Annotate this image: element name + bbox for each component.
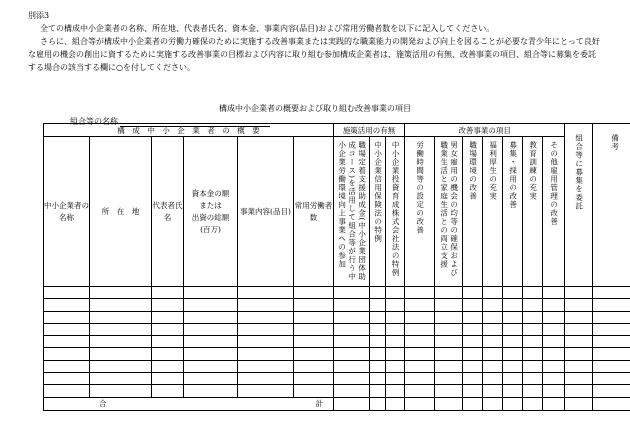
table-cell[interactable] <box>152 360 184 372</box>
table-cell[interactable] <box>463 348 483 360</box>
table-cell[interactable] <box>238 323 294 335</box>
table-cell[interactable] <box>503 323 523 335</box>
table-cell[interactable] <box>523 323 543 335</box>
table-cell[interactable] <box>44 360 90 372</box>
table-cell[interactable] <box>503 299 523 311</box>
header-imp-3-text: 職場環境の改善 <box>468 140 478 200</box>
table-row <box>44 323 630 335</box>
table-cell[interactable] <box>593 323 630 335</box>
table-cell[interactable] <box>523 299 543 311</box>
table-cell[interactable] <box>543 385 565 397</box>
header-policy-1 <box>334 137 370 287</box>
header-rep-text: 代表者氏名 <box>152 200 183 222</box>
table-cell[interactable] <box>44 348 90 360</box>
table-cell[interactable] <box>386 348 405 360</box>
table-cell[interactable] <box>593 336 630 348</box>
table-cell[interactable] <box>483 287 503 299</box>
total-label-right: 計 <box>315 399 324 409</box>
table-cell[interactable] <box>483 336 503 348</box>
table-cell[interactable] <box>593 360 630 372</box>
table-cell[interactable] <box>503 287 523 299</box>
table-cell[interactable] <box>152 311 184 323</box>
table-cell[interactable] <box>386 323 405 335</box>
table-cell[interactable] <box>294 348 334 360</box>
table-cell[interactable] <box>386 373 405 385</box>
table-cell[interactable] <box>370 360 386 372</box>
header-remarks-text: 備考 <box>610 134 620 151</box>
header-capital-2: または <box>199 200 222 210</box>
table-row <box>44 299 630 311</box>
table-cell[interactable] <box>370 385 386 397</box>
header-business-text: 事業内容(品目) <box>240 206 291 216</box>
header-name-text: 中小企業者の名称 <box>44 200 89 222</box>
table-cell[interactable] <box>44 299 90 311</box>
table-cell[interactable] <box>184 360 238 372</box>
table-cell[interactable] <box>386 299 405 311</box>
table-cell[interactable] <box>543 373 565 385</box>
header-policy-3 <box>386 137 405 287</box>
table-cell[interactable] <box>294 336 334 348</box>
header-policy-2-text: 中小企業信用保険法の特例 <box>373 140 383 243</box>
table-cell[interactable] <box>435 373 463 385</box>
table-cell[interactable] <box>90 348 152 360</box>
table-cell[interactable] <box>503 348 523 360</box>
table-cell[interactable] <box>405 299 435 311</box>
table-cell[interactable] <box>370 373 386 385</box>
table-cell[interactable] <box>334 299 370 311</box>
header-imp-3 <box>463 137 483 287</box>
table-cell[interactable] <box>503 373 523 385</box>
table-cell[interactable] <box>334 311 370 323</box>
table-cell[interactable] <box>523 287 543 299</box>
header-overview: 構 成 中 小 企 業 者 の 概 要 <box>44 124 334 137</box>
table-cell[interactable] <box>463 336 483 348</box>
table-cell[interactable] <box>152 348 184 360</box>
table-cell[interactable] <box>44 385 90 397</box>
total-cell[interactable] <box>386 397 405 410</box>
intro-paragraph-1: 全ての構成中小企業者の名称、所在地、代表者氏名、資本金、事業内容(品目)および常用労働者数を以下に記入してください。 <box>40 24 495 33</box>
header-imp-1 <box>405 137 435 287</box>
table-cell[interactable] <box>503 385 523 397</box>
table-cell[interactable] <box>90 360 152 372</box>
table-cell[interactable] <box>334 336 370 348</box>
table-cell[interactable] <box>483 373 503 385</box>
table-cell[interactable] <box>238 373 294 385</box>
table-cell[interactable] <box>463 299 483 311</box>
total-cell[interactable] <box>503 397 523 410</box>
table-cell[interactable] <box>435 287 463 299</box>
table-cell[interactable] <box>334 373 370 385</box>
table-cell[interactable] <box>184 311 238 323</box>
table-cell[interactable] <box>386 287 405 299</box>
table-row <box>44 336 630 348</box>
table-cell[interactable] <box>543 311 565 323</box>
table-cell[interactable] <box>543 360 565 372</box>
table-cell[interactable] <box>565 373 593 385</box>
table-cell[interactable] <box>90 385 152 397</box>
table-cell[interactable] <box>184 373 238 385</box>
table-cell[interactable] <box>483 348 503 360</box>
intro-paragraph-2: さらに、組合等が構成中小企業者の労働力確保のために実施する改善事業または実践的な職業能力の開発および向上を図ることが必要な青少年にとって良好な雇用の機会の創出に資するために実施する改善事業の目標および内容に取り組む参加構成企業者は、施策活用の有無、改善事業の項目、組合等に募集を委託する場合の該当する欄に○を付してください。 <box>28 37 600 72</box>
header-imp-4 <box>483 137 503 287</box>
table-cell[interactable] <box>184 336 238 348</box>
table-cell[interactable] <box>334 287 370 299</box>
header-remarks <box>593 124 630 287</box>
table-cell[interactable] <box>386 360 405 372</box>
table-row <box>44 311 630 323</box>
total-cell[interactable] <box>435 397 463 410</box>
header-imp-6 <box>523 137 543 287</box>
table-cell[interactable] <box>386 385 405 397</box>
table-cell[interactable] <box>294 287 334 299</box>
header-policy-2 <box>370 137 386 287</box>
table-cell[interactable] <box>405 287 435 299</box>
table-cell[interactable] <box>405 311 435 323</box>
table-cell[interactable] <box>523 373 543 385</box>
table-cell[interactable] <box>523 385 543 397</box>
table-cell[interactable] <box>44 311 90 323</box>
table-cell[interactable] <box>152 373 184 385</box>
table-cell[interactable] <box>483 311 503 323</box>
table-cell[interactable] <box>184 299 238 311</box>
table-cell[interactable] <box>294 360 334 372</box>
table-cell[interactable] <box>543 287 565 299</box>
total-label-left: 合 <box>99 399 107 409</box>
table-cell[interactable] <box>593 373 630 385</box>
table-cell[interactable] <box>405 385 435 397</box>
header-business <box>238 137 294 287</box>
header-imp-2-text: 男女雇用の機会の均等の確保および職業生活と家庭生活との両立支援 <box>439 140 459 277</box>
table-cell[interactable] <box>435 323 463 335</box>
intro-text <box>28 22 603 74</box>
table-row <box>44 385 630 397</box>
header-workers-text: 常用労働者数 <box>294 200 333 222</box>
table-cell[interactable] <box>565 385 593 397</box>
table-cell[interactable] <box>334 385 370 397</box>
header-imp-5 <box>503 137 523 287</box>
total-cell[interactable] <box>334 397 370 410</box>
table-cell[interactable] <box>294 311 334 323</box>
table-cell[interactable] <box>593 385 630 397</box>
table-cell[interactable] <box>90 287 152 299</box>
table-row <box>44 348 630 360</box>
table-cell[interactable] <box>463 373 483 385</box>
header-policy-1-text: 職場定着支援助成金(中小企業団体助成コース)を活用して組合等が行う中小企業労働環境向上事業への参加 <box>337 140 367 281</box>
table-cell[interactable] <box>503 360 523 372</box>
table-cell[interactable] <box>565 336 593 348</box>
table-cell[interactable] <box>238 287 294 299</box>
table-cell[interactable] <box>44 373 90 385</box>
table-cell[interactable] <box>405 323 435 335</box>
table-cell[interactable] <box>370 348 386 360</box>
header-workers <box>294 137 334 287</box>
table-cell[interactable] <box>90 311 152 323</box>
total-cell[interactable] <box>463 397 483 410</box>
table-row <box>44 373 630 385</box>
table-cell[interactable] <box>543 323 565 335</box>
table-cell[interactable] <box>565 287 593 299</box>
table-cell[interactable] <box>334 323 370 335</box>
table-cell[interactable] <box>543 336 565 348</box>
table-cell[interactable] <box>483 299 503 311</box>
table-cell[interactable] <box>294 299 334 311</box>
header-name <box>44 137 90 287</box>
table-cell[interactable] <box>294 373 334 385</box>
table-cell[interactable] <box>463 360 483 372</box>
table-cell[interactable] <box>238 336 294 348</box>
total-label-cell <box>44 397 334 410</box>
table-cell[interactable] <box>184 323 238 335</box>
table-cell[interactable] <box>44 323 90 335</box>
table-cell[interactable] <box>523 336 543 348</box>
table-cell[interactable] <box>565 311 593 323</box>
table-cell[interactable] <box>435 385 463 397</box>
header-capital-4: (百万) <box>200 224 221 234</box>
table-cell[interactable] <box>334 360 370 372</box>
table-cell[interactable] <box>405 373 435 385</box>
table-title: 構成中小企業者の概要および取り組む改善事業の項目 <box>219 104 411 113</box>
table-cell[interactable] <box>184 348 238 360</box>
table-cell[interactable] <box>184 385 238 397</box>
table-cell[interactable] <box>463 311 483 323</box>
table-row <box>44 287 630 299</box>
total-cell[interactable] <box>405 397 435 410</box>
header-consign <box>565 124 593 287</box>
header-address <box>90 137 152 287</box>
header-imp-2 <box>435 137 463 287</box>
table-cell[interactable] <box>370 287 386 299</box>
table-cell[interactable] <box>184 287 238 299</box>
table-cell[interactable] <box>565 299 593 311</box>
table-cell[interactable] <box>435 348 463 360</box>
table-cell[interactable] <box>238 385 294 397</box>
table-cell[interactable] <box>152 336 184 348</box>
document-label: 別添3 <box>28 11 50 20</box>
header-imp-6-text: 教育訓練の充実 <box>528 140 538 200</box>
table-cell[interactable] <box>593 299 630 311</box>
table-cell[interactable] <box>90 299 152 311</box>
header-improvement: 改善事業の項目 <box>405 124 565 137</box>
table-cell[interactable] <box>90 323 152 335</box>
table-cell[interactable] <box>523 311 543 323</box>
table-cell[interactable] <box>565 348 593 360</box>
table-cell[interactable] <box>386 311 405 323</box>
total-cell[interactable] <box>523 397 543 410</box>
table-cell[interactable] <box>238 299 294 311</box>
total-cell[interactable] <box>593 397 630 410</box>
table-cell[interactable] <box>90 336 152 348</box>
header-capital <box>184 137 238 287</box>
total-cell[interactable] <box>565 397 593 410</box>
table-cell[interactable] <box>483 385 503 397</box>
table-cell[interactable] <box>152 287 184 299</box>
table-cell[interactable] <box>435 311 463 323</box>
table-cell[interactable] <box>503 336 523 348</box>
table-cell[interactable] <box>593 287 630 299</box>
table-cell[interactable] <box>565 360 593 372</box>
header-imp-7-text: その他雇用管理の改善 <box>549 140 559 226</box>
table-cell[interactable] <box>405 336 435 348</box>
table-cell[interactable] <box>463 385 483 397</box>
table-cell[interactable] <box>405 360 435 372</box>
table-cell[interactable] <box>238 311 294 323</box>
table-cell[interactable] <box>294 323 334 335</box>
table-cell[interactable] <box>44 287 90 299</box>
table-cell[interactable] <box>435 299 463 311</box>
table-cell[interactable] <box>238 360 294 372</box>
table-cell[interactable] <box>405 348 435 360</box>
table-cell[interactable] <box>593 311 630 323</box>
table-cell[interactable] <box>435 336 463 348</box>
header-imp-4-text: 福利厚生の充実 <box>488 140 498 200</box>
header-rep <box>152 137 184 287</box>
table-cell[interactable] <box>593 348 630 360</box>
table-cell[interactable] <box>463 323 483 335</box>
table-cell[interactable] <box>334 348 370 360</box>
table-cell[interactable] <box>523 360 543 372</box>
header-imp-7 <box>543 137 565 287</box>
total-cell[interactable] <box>370 397 386 410</box>
table-cell[interactable] <box>523 348 543 360</box>
header-consign-text: 組合等に募集を委託 <box>574 134 584 211</box>
table-cell[interactable] <box>435 360 463 372</box>
table-cell[interactable] <box>294 385 334 397</box>
table-cell[interactable] <box>483 323 503 335</box>
table-cell[interactable] <box>370 311 386 323</box>
table-cell[interactable] <box>238 348 294 360</box>
table-cell[interactable] <box>543 348 565 360</box>
table-cell[interactable] <box>565 323 593 335</box>
table-body <box>44 287 630 411</box>
table-cell[interactable] <box>370 323 386 335</box>
header-capital-1: 資本金の額 <box>191 188 230 198</box>
table-cell[interactable] <box>543 299 565 311</box>
table-cell[interactable] <box>90 373 152 385</box>
table-cell[interactable] <box>152 385 184 397</box>
header-imp-1-text: 労働時間等の設定の改善 <box>415 140 425 234</box>
table-cell[interactable] <box>152 299 184 311</box>
header-imp-5-text: 募集・採用の改善 <box>508 140 518 209</box>
header-capital-3: 出資の総額 <box>191 212 230 222</box>
table-row <box>44 360 630 372</box>
header-policy-3-text: 中小企業投資育成株式会社法の特例 <box>391 140 401 277</box>
org-name-label: 組合等の名称 <box>70 117 118 126</box>
header-address-text: 所 在 地 <box>101 206 140 216</box>
table-cell[interactable] <box>483 360 503 372</box>
table-cell[interactable] <box>152 323 184 335</box>
total-cell[interactable] <box>543 397 565 410</box>
table-cell[interactable] <box>463 287 483 299</box>
table-cell[interactable] <box>370 336 386 348</box>
total-row <box>44 397 630 410</box>
total-cell[interactable] <box>483 397 503 410</box>
table-cell[interactable] <box>386 336 405 348</box>
table-cell[interactable] <box>44 336 90 348</box>
header-policy: 施策活用の有無 <box>334 124 405 137</box>
table-cell[interactable] <box>503 311 523 323</box>
company-form-table <box>43 123 620 409</box>
table-cell[interactable] <box>370 299 386 311</box>
